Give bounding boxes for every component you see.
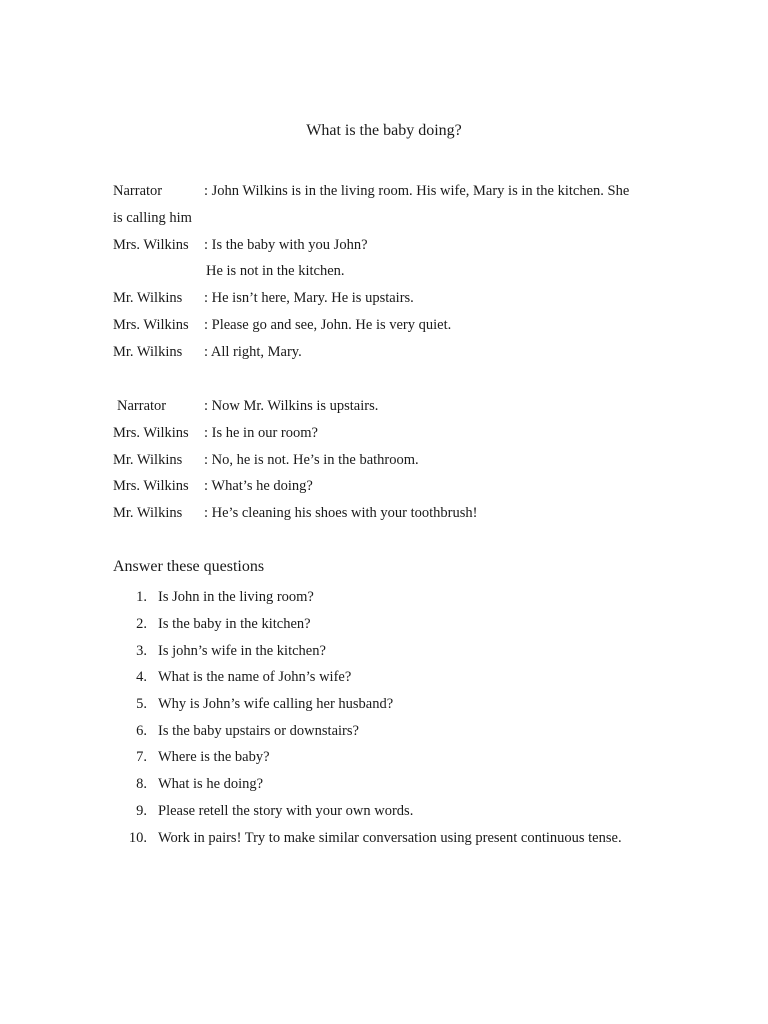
- speaker-label: Mr. Wilkins: [113, 290, 183, 306]
- list-number: 2.: [136, 616, 147, 632]
- list-text: Is the baby in the kitchen?: [158, 616, 311, 632]
- speech-text: : No, he is not. He’s in the bathroom.: [204, 452, 419, 468]
- speech-text: : He’s cleaning his shoes with your toothbrush!: [204, 505, 478, 521]
- list-text: What is he doing?: [158, 776, 264, 792]
- speaker-label: Mrs. Wilkins: [113, 425, 189, 441]
- list-text: Is john’s wife in the kitchen?: [158, 643, 326, 659]
- list-number: 6.: [136, 723, 147, 739]
- list-number: 9.: [136, 803, 147, 819]
- list-text: Is the baby upstairs or downstairs?: [158, 723, 359, 739]
- list-number: 4.: [136, 669, 147, 685]
- questions-heading: Answer these questions: [113, 558, 265, 575]
- speech-text: : All right, Mary.: [204, 344, 302, 360]
- speech-text: : Is he in our room?: [204, 425, 318, 441]
- speaker-label: Mrs. Wilkins: [113, 478, 189, 494]
- speaker-label: Mrs. Wilkins: [113, 237, 189, 253]
- speech-text: : Is the baby with you John?: [204, 237, 368, 253]
- list-number: 3.: [136, 643, 147, 659]
- list-number: 5.: [136, 696, 147, 712]
- speech-text: : He isn’t here, Mary. He is upstairs.: [204, 290, 414, 306]
- speech-text: : Please go and see, John. He is very quiet.: [204, 317, 452, 333]
- list-text: Please retell the story with your own words.: [158, 803, 414, 819]
- speaker-label: Narrator: [117, 398, 167, 414]
- list-text: Where is the baby?: [158, 749, 270, 765]
- list-text: Is John in the living room?: [158, 589, 314, 605]
- speaker-label: Narrator: [113, 183, 163, 199]
- list-number: 1.: [136, 589, 147, 605]
- speech-text: : Now Mr. Wilkins is upstairs.: [204, 398, 379, 414]
- speech-continuation: He is not in the kitchen.: [206, 263, 345, 279]
- page-title: What is the baby doing?: [306, 122, 462, 139]
- list-text: What is the name of John’s wife?: [158, 669, 352, 685]
- speech-text: : What’s he doing?: [204, 478, 313, 494]
- list-text: Work in pairs! Try to make similar conversation using present continuous tense.: [158, 830, 622, 846]
- speaker-label: Mr. Wilkins: [113, 344, 183, 360]
- speech-text: : John Wilkins is in the living room. His wife, Mary is in the kitchen. She: [204, 183, 630, 199]
- speaker-label: Mr. Wilkins: [113, 452, 183, 468]
- list-text: Why is John’s wife calling her husband?: [158, 696, 394, 712]
- list-number: 7.: [136, 749, 147, 765]
- speaker-label: Mrs. Wilkins: [113, 317, 189, 333]
- speaker-label: Mr. Wilkins: [113, 505, 183, 521]
- speech-continuation: is calling him: [113, 210, 192, 226]
- list-number: 10.: [128, 830, 147, 846]
- list-number: 8.: [136, 776, 147, 792]
